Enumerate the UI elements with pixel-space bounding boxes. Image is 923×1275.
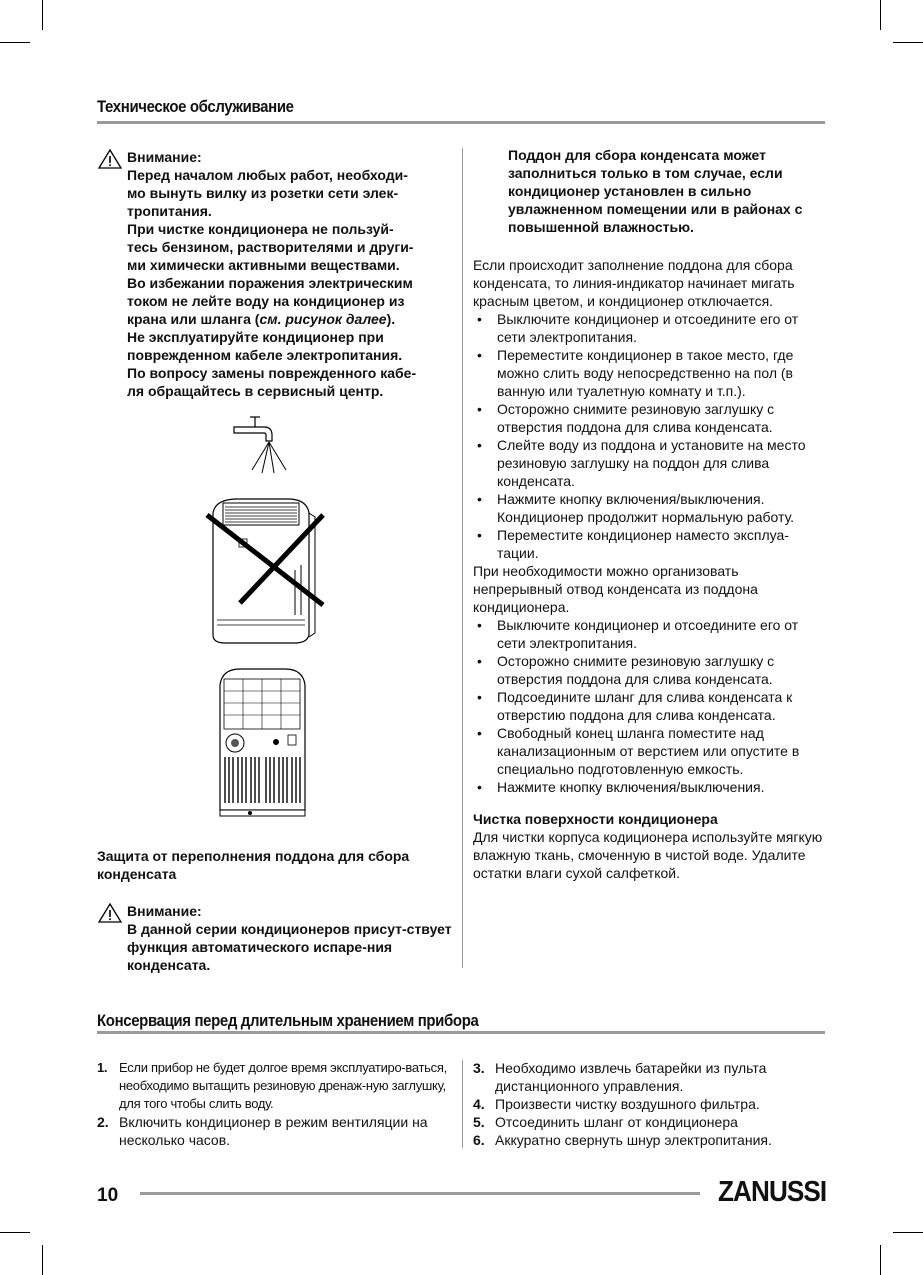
list-item: • Переместите кондиционер в такое место, где можно слить воду непосредственно на пол (в ванную или туалетную комнату и т.п.).: [473, 346, 823, 400]
warning-line: ми химически активными веществами.: [127, 257, 400, 273]
storage-steps-list: [473, 1059, 823, 1149]
warning-line: При чистке кондиционера не пользуй-: [127, 221, 394, 237]
list-item: 5. Отсоединить шланг от кондиционера: [473, 1114, 738, 1130]
figure-reference: см. рисунок далее: [259, 311, 387, 327]
overflow-note: Поддон для сбора конденсата может заполниться только в том случае, если кондиционер установлен в сильно увлажненном помещении или в районах с повышенной влажностью.: [508, 147, 803, 235]
overflow-intro: Если происходит заполнение поддона для сбора конденсата, то линия-индикатор начинает мигать красным цветом, и кондиционер отключается.: [473, 257, 795, 309]
warning-line: ля обращайтесь в сервисный центр.: [127, 383, 384, 399]
list-item: 6. Аккуратно свернуть шнур электропитания.: [473, 1132, 772, 1148]
warning-line: Перед началом любых работ, необходи-: [127, 167, 408, 183]
warning-icon: [97, 902, 127, 974]
warning-line: По вопросу замены поврежденного кабе-: [127, 365, 417, 381]
list-item: • Свободный конец шланга поместите над канализационным от верстием или опустите в специально подготовленную емкость.: [473, 724, 823, 778]
warning-heading: Внимание:: [127, 903, 202, 919]
storage-steps-list: [97, 1059, 449, 1149]
section-title-maintenance: Техническое обслуживание: [97, 97, 294, 116]
continuous-drain-text: При необходимости можно организовать непрерывный отвод конденсата из поддона кондиционера.: [473, 563, 758, 615]
warning-block-safety: [97, 148, 452, 400]
list-item: • Переместите кондиционер наместо эксплуа-тации.: [473, 526, 823, 562]
crop-mark: [42, 1245, 43, 1275]
list-item: 2. Включить кондиционер в режим вентиляции на несколько часов.: [97, 1114, 428, 1148]
page-number: 10: [97, 1185, 119, 1206]
list-item: 1. Если прибор не будет долгое время эксплуатиро-ваться, необходимо вытащить резиновую дренаж-ную заглушку, для того чтобы слить воду.: [97, 1060, 447, 1111]
crop-mark: [893, 1232, 923, 1233]
continuous-drain-steps-list: [473, 616, 823, 796]
section-title-storage: Консервация перед длительным хранением прибора: [97, 1011, 479, 1030]
warning-line: крана или шланга (см. рисунок далее).: [127, 311, 396, 327]
footer-rule: [140, 1192, 700, 1195]
list-item: • Слейте воду из поддона и установите на место резиновую заглушку на поддон для слива конденсата.: [473, 436, 823, 490]
crossed-air-conditioner-illustration: [195, 495, 335, 650]
warning-block-evaporation: [97, 902, 452, 974]
warning-line: Не эксплуатируйте кондиционер при: [127, 329, 384, 345]
warning-line: тропитания.: [127, 203, 212, 219]
list-item: • Осторожно снимите резиновую заглушку с отверстия поддона для слива конденсата.: [473, 652, 823, 688]
warning-line: Во избежании поражения электрическим: [127, 275, 413, 291]
column-divider: [462, 148, 463, 968]
warning-line: тесь бензином, растворителями и други-: [127, 239, 414, 255]
section-rule: [97, 121, 825, 124]
list-item: • Нажмите кнопку включения/выключения.: [473, 778, 823, 796]
warning-line: мо вынуть вилку из розетки сети элек-: [127, 185, 399, 201]
warning-text: В данной серии кондиционеров присут-ствует функция автоматического испаре-ния конденсата.: [127, 921, 452, 973]
list-item: • Нажмите кнопку включения/выключения. Кондиционер продолжит нормальную работу.: [473, 490, 823, 526]
air-conditioner-rear-illustration: [210, 665, 315, 820]
crop-mark: [893, 42, 923, 43]
cleaning-heading: Чистка поверхности кондиционера: [473, 811, 718, 827]
brand-logo: ZANUSSI: [718, 1176, 827, 1208]
cleaning-text: Для чистки корпуса кодиционера используйте мягкую влажную ткань, смоченную в чистой воде. Удалите остатки влаги сухой салфеткой.: [473, 829, 823, 881]
warning-line: поврежденном кабеле электропитания.: [127, 347, 403, 363]
right-column: [473, 146, 823, 882]
list-item: 4. Произвести чистку воздушного фильтра.: [473, 1096, 760, 1112]
column-divider: [462, 1060, 463, 1148]
crop-mark: [0, 42, 30, 43]
storage-right-column: [473, 1059, 823, 1149]
list-item: 3. Необходимо извлечь батарейки из пульта дистанционного управления.: [473, 1060, 767, 1094]
warning-line: током не лейте воду на кондиционер из: [127, 293, 405, 309]
list-item: • Выключите кондиционер и отсоедините его от сети электропитания.: [473, 310, 823, 346]
crop-mark: [42, 0, 43, 30]
crop-mark: [880, 1245, 881, 1275]
storage-left-column: [97, 1059, 449, 1149]
list-item: • Подсоедините шланг для слива конденсата к отверстию поддона для слива конденсата.: [473, 688, 823, 724]
crop-mark: [0, 1232, 30, 1233]
list-item: • Осторожно снимите резиновую заглушку с отверстия поддона для слива конденсата.: [473, 400, 823, 436]
section-rule: [97, 1031, 825, 1034]
list-item: • Выключите кондиционер и отсоедините его от сети электропитания.: [473, 616, 823, 652]
crop-mark: [880, 0, 881, 30]
drain-steps-list: [473, 310, 823, 562]
warning-icon: [97, 148, 127, 400]
warning-heading: Внимание:: [127, 149, 202, 165]
water-tap-illustration: [228, 415, 298, 475]
overflow-protection-heading: Защита от переполнения поддона для сбора конденсата: [97, 848, 410, 882]
